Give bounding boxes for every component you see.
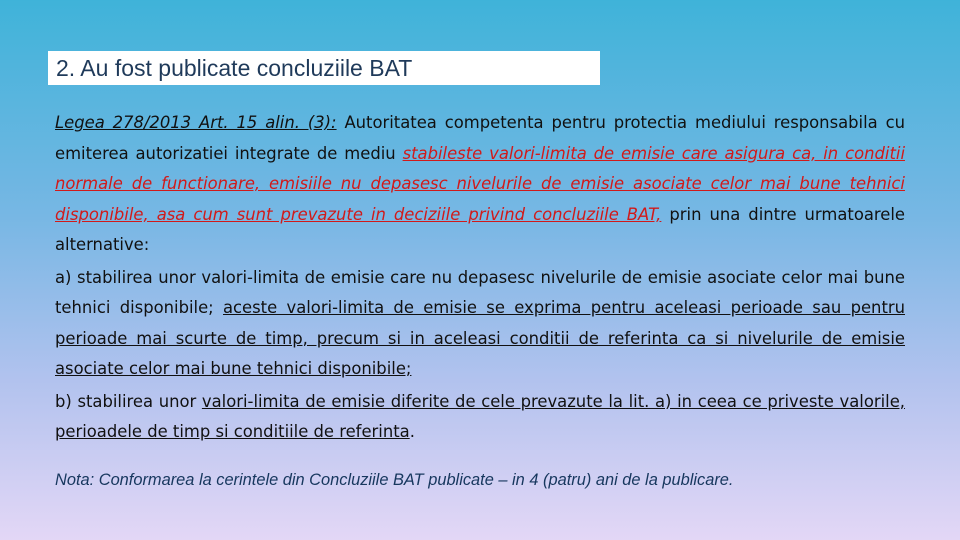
note-text: Nota: Conformarea la cerintele din Concluziile BAT publicate – in 4 (patru) ani de la publicare. [55, 471, 734, 489]
slide-title: 2. Au fost publicate concluziile BAT [48, 51, 600, 85]
highlighted-requirement: stabileste valori-limita de emisie care asigura ca, in conditii normale de functionare, emisiile nu depasesc nivelurile de emisie asociate celor mai bune tehnici disponibile, asa cum sunt prevazute in deciziile privind concluziile BAT, [55, 143, 905, 224]
paragraph-law [55, 108, 905, 261]
option-a-text: a) stabilirea unor valori-limita de emisie care nu depasesc nivelurile de emisie asociate celor mai bune tehnici disponibile; [55, 267, 905, 317]
paragraph-option-a [55, 263, 905, 385]
option-b-end: . [409, 422, 415, 441]
option-a-underlined: aceste valori-limita de emisie se exprima pentru aceleasi perioade sau pentru perioade mai scurte de timp, precum si in aceleasi conditii de referinta ca si nivelurile de emisie asociate celor mai bune tehnici disponibile; [55, 298, 905, 378]
paragraph-law-text-1: Autoritatea competenta pentru protectia mediului responsabila cu emiterea autorizatiei integrate de mediu [55, 113, 905, 163]
content-body [55, 108, 905, 448]
option-b-text: b) stabilirea unor [55, 391, 202, 411]
paragraph-option-b [55, 387, 905, 448]
paragraph-law-text-2: prin una dintre urmatoarele alternative: [55, 204, 905, 254]
law-reference: Legea 278/2013 Art. 15 alin. (3): [55, 113, 337, 132]
option-b-underlined: valori-limita de emisie diferite de cele prevazute la lit. a) in ceea ce priveste valorile, perioadele de timp si conditiile de referinta [55, 391, 905, 441]
